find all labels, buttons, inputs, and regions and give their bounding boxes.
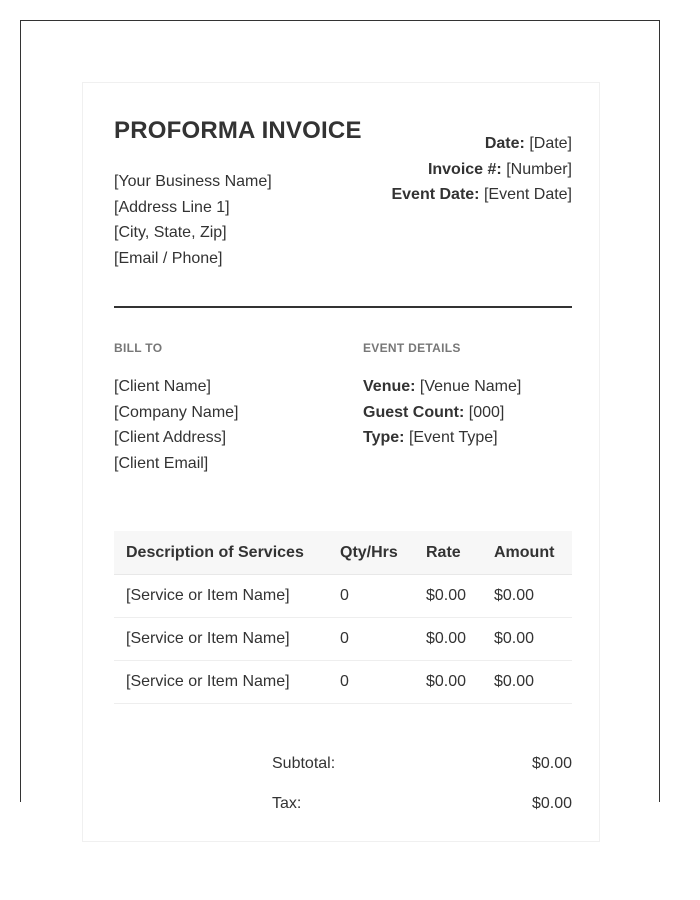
cell-description: [Service or Item Name] <box>114 618 328 661</box>
date-row <box>391 131 572 157</box>
tax-row <box>272 795 572 835</box>
cell-amount: $0.00 <box>482 661 572 704</box>
cell-description: [Service or Item Name] <box>114 575 328 618</box>
cell-rate: $0.00 <box>414 618 482 661</box>
document-viewport[interactable] <box>20 20 660 812</box>
business-address-line-1: [Address Line 1] <box>114 198 230 216</box>
guest-count-value: [000] <box>468 403 505 421</box>
invoice-meta <box>391 131 572 208</box>
event-date-value: [Event Date] <box>483 186 572 204</box>
venue-row <box>363 374 521 400</box>
cell-rate: $0.00 <box>414 661 482 704</box>
business-name: [Your Business Name] <box>114 173 272 190</box>
business-email-phone: [Email / Phone] <box>114 250 223 268</box>
date-value: [Date] <box>529 135 572 152</box>
client-address: [Client Address] <box>114 429 227 447</box>
tax-label: Tax: <box>272 795 302 812</box>
cell-amount: $0.00 <box>482 575 572 618</box>
cell-rate: $0.00 <box>414 575 482 618</box>
header-description: Description of Services <box>114 531 328 575</box>
table-row <box>114 618 572 661</box>
event-type-label: Type: <box>363 429 405 447</box>
venue-value: [Venue Name] <box>419 378 522 395</box>
company-name: [Company Name] <box>114 403 239 421</box>
invoice-number-value: [Number] <box>506 160 572 178</box>
business-city-state-zip: [City, State, Zip] <box>114 224 227 242</box>
venue-label: Venue: <box>363 378 416 395</box>
event-date-label: Event Date: <box>391 186 480 204</box>
cell-qty: 0 <box>328 661 414 704</box>
subtotal-row <box>272 755 572 795</box>
header-rate: Rate <box>414 531 482 575</box>
cell-amount: $0.00 <box>482 618 572 661</box>
bill-to-label: BILL TO <box>114 341 163 355</box>
event-details-label: EVENT DETAILS <box>363 341 461 355</box>
subtotal-label: Subtotal: <box>272 755 336 772</box>
guest-count-label: Guest Count: <box>363 403 465 421</box>
invoice-number-label: Invoice #: <box>427 160 502 178</box>
subtotal-value: $0.00 <box>531 755 572 772</box>
invoice-number-row <box>391 157 572 183</box>
invoice-sheet <box>82 82 600 842</box>
business-info <box>114 169 272 272</box>
event-date-row <box>391 182 572 208</box>
bill-to-block <box>114 374 239 477</box>
cell-description: [Service or Item Name] <box>114 661 328 704</box>
event-details-block <box>363 374 521 451</box>
event-type-row <box>363 425 521 451</box>
cell-qty: 0 <box>328 618 414 661</box>
table-row <box>114 661 572 704</box>
tax-value: $0.00 <box>531 795 572 812</box>
table-header-row <box>114 531 572 575</box>
header-divider <box>114 306 572 308</box>
client-email: [Client Email] <box>114 455 209 473</box>
guest-count-row <box>363 400 521 426</box>
totals-block <box>272 755 572 835</box>
client-name: [Client Name] <box>114 378 211 395</box>
cell-qty: 0 <box>328 575 414 618</box>
header-amount: Amount <box>482 531 572 575</box>
table-row <box>114 575 572 618</box>
event-type-value: [Event Type] <box>408 429 498 447</box>
services-table <box>114 531 572 704</box>
invoice-title: PROFORMA INVOICE <box>114 117 362 144</box>
header-qty-hrs: Qty/Hrs <box>328 531 414 575</box>
date-label: Date: <box>484 135 525 152</box>
